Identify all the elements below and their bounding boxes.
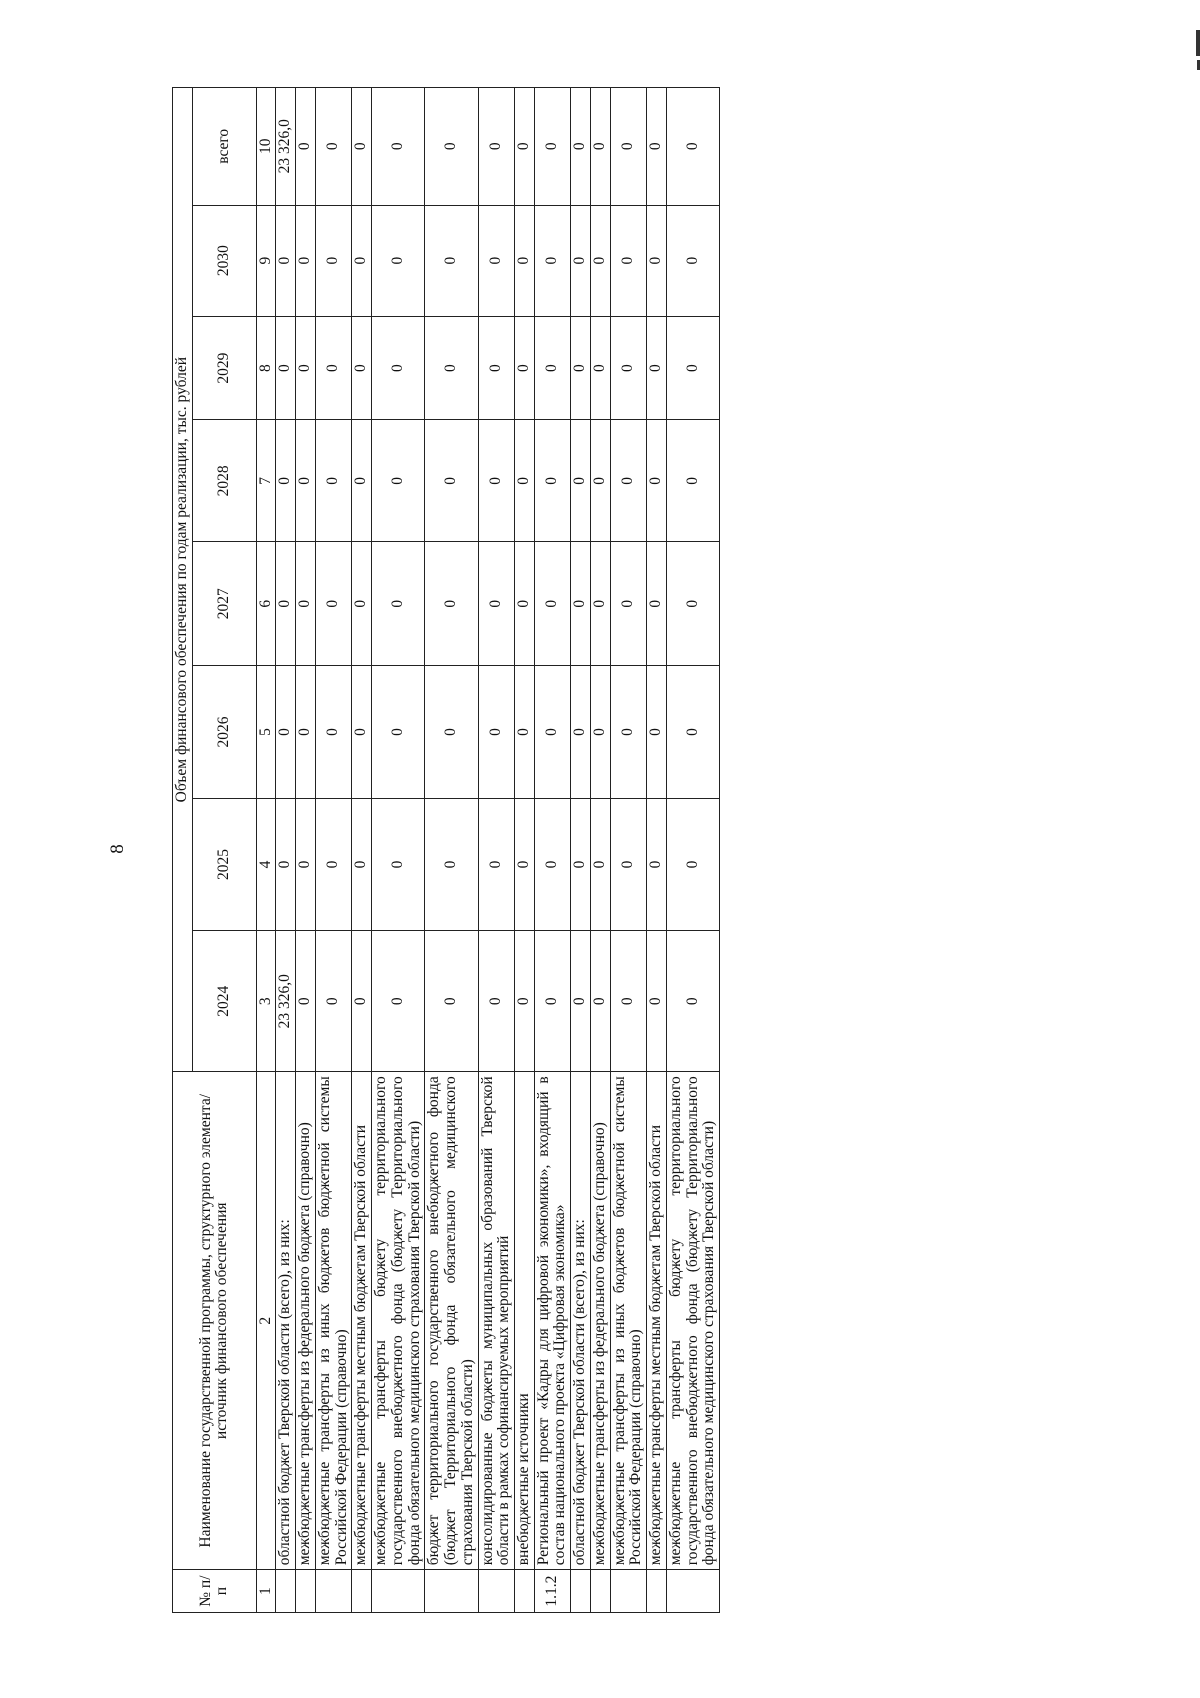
amount-cell: 23 326,0 [276, 931, 296, 1072]
funding-source-name: межбюджетные трансферты местным бюджетам Тверской области [352, 1072, 372, 1570]
amount-cell: 0 [352, 420, 372, 542]
table-row [296, 88, 316, 1613]
amount-cell: 0 [534, 420, 570, 542]
amount-cell: 0 [515, 666, 535, 799]
amount-cell: 0 [372, 798, 425, 931]
year-header: всего [192, 88, 256, 206]
column-number: 10 [256, 88, 276, 206]
volume-header: Объем финансового обеспечения по годам реализации, тыс. рублей [173, 88, 193, 1072]
amount-cell: 0 [276, 542, 296, 666]
amount-cell: 0 [534, 205, 570, 316]
table-row [666, 88, 719, 1613]
amount-cell: 0 [666, 88, 719, 206]
amount-cell: 0 [478, 542, 514, 666]
amount-cell: 0 [534, 666, 570, 799]
page-number: 8 [107, 844, 128, 854]
amount-cell: 0 [315, 420, 351, 542]
amount-cell: 0 [571, 88, 591, 206]
table-row [315, 88, 351, 1613]
amount-cell: 0 [276, 205, 296, 316]
row-number [571, 1570, 591, 1613]
amount-cell: 0 [571, 666, 591, 799]
amount-cell: 0 [352, 542, 372, 666]
amount-cell: 0 [372, 316, 425, 420]
amount-cell: 0 [276, 420, 296, 542]
year-header: 2025 [192, 798, 256, 931]
amount-cell: 0 [478, 420, 514, 542]
year-header: 2024 [192, 931, 256, 1072]
row-number [276, 1570, 296, 1613]
amount-cell: 0 [590, 798, 610, 931]
amount-cell: 0 [666, 316, 719, 420]
funding-source-name: бюджет территориального государственного внебюджетного фонда (бюджет Территориального фонда обязательного медицинского страхования Тверской области) [425, 1072, 478, 1570]
amount-cell: 0 [315, 931, 351, 1072]
column-number: 4 [256, 798, 276, 931]
amount-cell: 23 326,0 [276, 88, 296, 206]
year-header: 2030 [192, 205, 256, 316]
amount-cell: 0 [610, 931, 646, 1072]
column-number: 2 [256, 1072, 276, 1570]
amount-cell: 0 [478, 88, 514, 206]
amount-cell: 0 [372, 205, 425, 316]
amount-cell: 0 [478, 666, 514, 799]
amount-cell: 0 [571, 420, 591, 542]
amount-cell: 0 [296, 316, 316, 420]
amount-cell: 0 [478, 931, 514, 1072]
amount-cell: 0 [515, 88, 535, 206]
amount-cell: 0 [296, 420, 316, 542]
funding-source-name: внебюджетные источники [515, 1072, 535, 1570]
row-number [372, 1570, 425, 1613]
amount-cell: 0 [372, 88, 425, 206]
table-row [647, 88, 667, 1613]
funding-source-name: Региональный проект «Кадры для цифровой экономики», входящий в состав национального проекта «Цифровая экономика» [534, 1072, 570, 1570]
amount-cell: 0 [276, 798, 296, 931]
amount-cell: 0 [478, 205, 514, 316]
amount-cell: 0 [315, 798, 351, 931]
amount-cell: 0 [534, 931, 570, 1072]
amount-cell: 0 [590, 205, 610, 316]
amount-cell: 0 [515, 931, 535, 1072]
amount-cell: 0 [515, 542, 535, 666]
amount-cell: 0 [534, 798, 570, 931]
amount-cell: 0 [610, 666, 646, 799]
table-row [515, 88, 535, 1613]
amount-cell: 0 [590, 88, 610, 206]
amount-cell: 0 [571, 205, 591, 316]
column-number: 5 [256, 666, 276, 799]
funding-source-name: межбюджетные трансферты бюджету территориального государственного внебюджетного фонда (бюджету Территориального фонда обязательного медицинского страхования Тверской области) [372, 1072, 425, 1570]
amount-cell: 0 [425, 542, 478, 666]
year-header: 2026 [192, 666, 256, 799]
amount-cell: 0 [296, 542, 316, 666]
amount-cell: 0 [315, 542, 351, 666]
year-header: 2028 [192, 420, 256, 542]
funding-source-name: межбюджетные трансферты из иных бюджетов бюджетной системы Российской Федерации (справочно) [610, 1072, 646, 1570]
amount-cell: 0 [478, 316, 514, 420]
amount-cell: 0 [515, 798, 535, 931]
amount-cell: 0 [571, 542, 591, 666]
amount-cell: 0 [590, 420, 610, 542]
row-number [590, 1570, 610, 1613]
amount-cell: 0 [666, 666, 719, 799]
funding-source-name: областной бюджет Тверской области (всего), из них: [276, 1072, 296, 1570]
amount-cell: 0 [666, 420, 719, 542]
amount-cell: 0 [647, 666, 667, 799]
amount-cell: 0 [647, 542, 667, 666]
amount-cell: 0 [515, 316, 535, 420]
amount-cell: 0 [590, 666, 610, 799]
amount-cell: 0 [610, 542, 646, 666]
funding-source-name: межбюджетные трансферты бюджету территориального государственного внебюджетного фонда (бюджету Территориального фонда обязательного медицинского страхования Тверской области) [666, 1072, 719, 1570]
amount-cell: 0 [647, 420, 667, 542]
amount-cell: 0 [425, 666, 478, 799]
amount-cell: 0 [296, 798, 316, 931]
amount-cell: 0 [315, 316, 351, 420]
amount-cell: 0 [315, 205, 351, 316]
funding-source-name: консолидированные бюджеты муниципальных образований Тверской области в рамках софинансируемых мероприятий [478, 1072, 514, 1570]
amount-cell: 0 [425, 88, 478, 206]
column-number: 8 [256, 316, 276, 420]
amount-cell: 0 [372, 666, 425, 799]
amount-cell: 0 [515, 420, 535, 542]
amount-cell: 0 [571, 316, 591, 420]
amount-cell: 0 [478, 798, 514, 931]
amount-cell: 0 [352, 88, 372, 206]
amount-cell: 0 [296, 88, 316, 206]
amount-cell: 0 [534, 88, 570, 206]
amount-cell: 0 [296, 205, 316, 316]
amount-cell: 0 [425, 205, 478, 316]
amount-cell: 0 [515, 205, 535, 316]
table-row [352, 88, 372, 1613]
amount-cell: 0 [590, 931, 610, 1072]
column-number: 9 [256, 205, 276, 316]
amount-cell: 0 [666, 205, 719, 316]
amount-cell: 0 [276, 666, 296, 799]
funding-source-name: межбюджетные трансферты из федерального бюджета (справочно) [590, 1072, 610, 1570]
row-number: 1.1.2 [534, 1570, 570, 1613]
table-row [571, 88, 591, 1613]
amount-cell: 0 [590, 542, 610, 666]
table-row [276, 88, 296, 1613]
table-row [425, 88, 478, 1613]
rotated-table-container [172, 13, 1200, 1613]
amount-cell: 0 [352, 798, 372, 931]
amount-cell: 0 [610, 88, 646, 206]
financing-table [172, 87, 720, 1613]
amount-cell: 0 [666, 798, 719, 931]
amount-cell: 0 [666, 542, 719, 666]
amount-cell: 0 [352, 316, 372, 420]
row-number [647, 1570, 667, 1613]
column-number: 1 [256, 1570, 276, 1613]
funding-source-name: межбюджетные трансферты местным бюджетам Тверской области [647, 1072, 667, 1570]
table-row [590, 88, 610, 1613]
amount-cell: 0 [425, 420, 478, 542]
row-number [425, 1570, 478, 1613]
amount-cell: 0 [315, 666, 351, 799]
year-header: 2027 [192, 542, 256, 666]
column-number: 3 [256, 931, 276, 1072]
column-number: 6 [256, 542, 276, 666]
table-row [372, 88, 425, 1613]
num-header: № п/п [173, 1570, 257, 1613]
amount-cell: 0 [352, 931, 372, 1072]
amount-cell: 0 [647, 88, 667, 206]
row-number [352, 1570, 372, 1613]
table-body [276, 88, 720, 1613]
amount-cell: 0 [534, 542, 570, 666]
column-number: 7 [256, 420, 276, 542]
amount-cell: 0 [666, 931, 719, 1072]
table-row [478, 88, 514, 1613]
amount-cell: 0 [647, 798, 667, 931]
row-number [610, 1570, 646, 1613]
header-row-column-numbers [256, 88, 276, 1613]
row-number [315, 1570, 351, 1613]
amount-cell: 0 [610, 798, 646, 931]
amount-cell: 0 [647, 205, 667, 316]
amount-cell: 0 [571, 798, 591, 931]
amount-cell: 0 [647, 931, 667, 1072]
name-header: Наименование государственной программы, структурного элемента/источник финансового обеспечения [173, 1072, 257, 1570]
amount-cell: 0 [296, 666, 316, 799]
amount-cell: 0 [372, 542, 425, 666]
amount-cell: 0 [425, 931, 478, 1072]
amount-cell: 0 [352, 205, 372, 316]
row-number [666, 1570, 719, 1613]
funding-source-name: областной бюджет Тверской области (всего), из них: [571, 1072, 591, 1570]
amount-cell: 0 [610, 205, 646, 316]
amount-cell: 0 [372, 931, 425, 1072]
amount-cell: 0 [590, 316, 610, 420]
amount-cell: 0 [425, 316, 478, 420]
row-number [515, 1570, 535, 1613]
year-header: 2029 [192, 316, 256, 420]
header-row-1 [173, 88, 193, 1613]
amount-cell: 0 [276, 316, 296, 420]
amount-cell: 0 [571, 931, 591, 1072]
amount-cell: 0 [425, 798, 478, 931]
table-row [534, 88, 570, 1613]
amount-cell: 0 [372, 420, 425, 542]
amount-cell: 0 [610, 316, 646, 420]
amount-cell: 0 [352, 666, 372, 799]
amount-cell: 0 [647, 316, 667, 420]
funding-source-name: межбюджетные трансферты из иных бюджетов бюджетной системы Российской Федерации (справочно) [315, 1072, 351, 1570]
funding-source-name: межбюджетные трансферты из федерального бюджета (справочно) [296, 1072, 316, 1570]
table-row [610, 88, 646, 1613]
amount-cell: 0 [610, 420, 646, 542]
amount-cell: 0 [534, 316, 570, 420]
row-number [296, 1570, 316, 1613]
amount-cell: 0 [315, 88, 351, 206]
row-number [478, 1570, 514, 1613]
amount-cell: 0 [296, 931, 316, 1072]
